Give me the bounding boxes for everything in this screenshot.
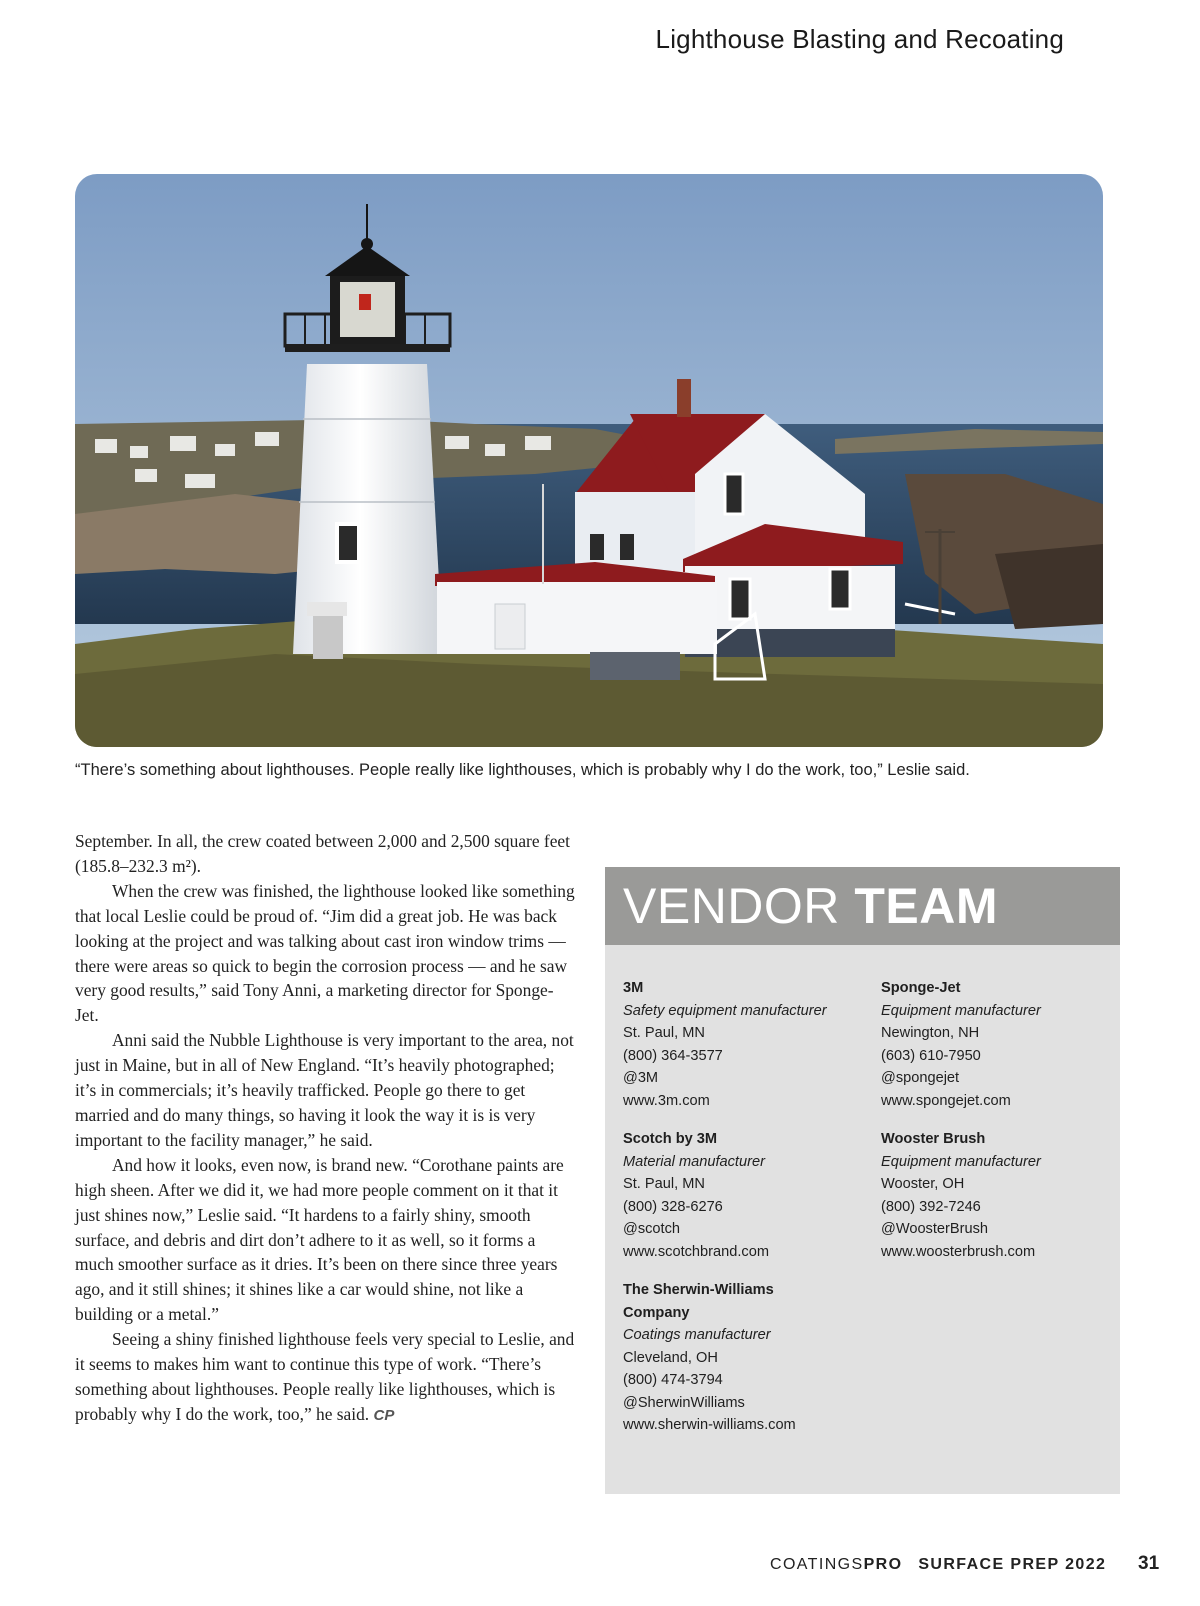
vendor-website: www.woosterbrush.com [881,1243,1036,1260]
vendor-role: Material manufacturer [623,1153,765,1170]
vendor-social: @spongejet [881,1070,960,1086]
vendor-name: The Sherwin-Williams Company [623,1282,774,1321]
vendor-website: www.3m.com [623,1092,710,1109]
article-paragraph: September. In all, the crew coated between 2,000 and 2,500 square feet (185.8–232.3 m²). [75,831,570,876]
vendor-name: 3M [623,980,644,996]
photo-caption: “There’s something about lighthouses. People really like lighthouses, which is probably why I do the work, too,” Leslie said. [75,761,970,779]
vendor-role: Coatings manufacturer [623,1327,771,1343]
vendor-entry [623,1279,803,1437]
vendor-website: www.scotchbrand.com [623,1243,769,1260]
vendor-social: @3M [623,1070,659,1086]
vendor-social: @SherwinWilliams [623,1394,745,1411]
magazine-name-bold: PRO [863,1556,903,1573]
vendor-social: @scotch [623,1221,680,1237]
vendor-phone: (800) 328-6276 [623,1198,723,1215]
article-paragraph: When the crew was finished, the lighthouse looked like something that local Leslie could be proud of. “Jim did a great job. He was back looking at the project and was talking about cast iron window trims — there were areas so quick to begin the corrosion process — and he saw very good results,” said Tony Anni, a marketing director for Sponge-Jet. [75,880,575,1026]
vendor-name: Wooster Brush [881,1131,986,1147]
vendor-name: Sponge-Jet [881,980,961,996]
article-paragraph: And how it looks, even now, is brand new. “Corothane paints are high sheen. After we did it, we had more people comment on it that it just shines now,” Leslie said. “It hardens to a fairly shiny, smooth surface, and debris and dirt don’t adhere to it as well, so it forms a much smoother surface as it dries. It’s been on there since three years ago, and it still shines; it shines like a car would shine, not like a building or a metal.” [75,1154,564,1325]
end-mark: CP [373,1406,395,1424]
vendor-phone: (800) 364-3577 [623,1047,723,1064]
vendor-social: @WoosterBrush [881,1221,989,1237]
vendor-phone: (800) 474-3794 [623,1372,723,1388]
vendor-role: Equipment manufacturer [881,1153,1041,1170]
magazine-name-light: COATINGS [770,1556,864,1573]
page-number: 31 [1138,1553,1160,1574]
vendor-entry [881,1128,1121,1263]
vendor-phone: (800) 392-7246 [881,1198,981,1215]
vendor-location: St. Paul, MN [623,1176,705,1192]
article-paragraph-text: Seeing a shiny finished lighthouse feels very special to Leslie, and it seems to makes him want to continue this type of work. “There’s something about lighthouses. People really like lighthouses, which is probably why I do the work, too,” he said. [75,1329,575,1424]
vendor-phone: (603) 610-7950 [881,1047,981,1064]
vendor-location: Cleveland, OH [623,1349,718,1366]
vendor-entry [881,977,1121,1112]
vendor-location: St. Paul, MN [623,1025,705,1041]
vendor-website: www.sherwin-williams.com [623,1417,796,1433]
article-body [75,829,575,1429]
vendor-list [623,977,1110,1453]
lighthouse-photo [75,174,1103,747]
vendor-team-sidebar [605,867,1120,1494]
article-paragraph-last [75,1327,575,1429]
page-footer [770,1556,1106,1574]
running-title: Lighthouse Blasting and Recoating [655,24,1064,54]
vendor-location: Newington, NH [881,1025,980,1041]
vendor-name: Scotch by 3M [623,1131,718,1147]
lighthouse-illustration [75,174,1103,747]
vendor-role: Equipment manufacturer [881,1002,1041,1019]
vendor-entry [623,977,881,1112]
vendor-entry [623,1128,881,1263]
vendor-heading-bold: TEAM [854,878,998,934]
vendor-location: Wooster, OH [881,1176,965,1192]
vendor-role: Safety equipment manufacturer [623,1002,827,1019]
vendor-website: www.spongejet.com [881,1092,1011,1109]
issue-name: SURFACE PREP 2022 [918,1556,1107,1573]
article-paragraph: Anni said the Nubble Lighthouse is very important to the area, not just in Maine, but in all of New England. “It’s heavily photographed; it’s in commercials; it’s heavily trafficked. People go there to get married and do many things, so having it look the way it is is very important to the facility manager,” he said. [75,1030,574,1150]
vendor-heading-light: VENDOR [623,878,840,934]
vendor-team-heading [605,867,1120,945]
